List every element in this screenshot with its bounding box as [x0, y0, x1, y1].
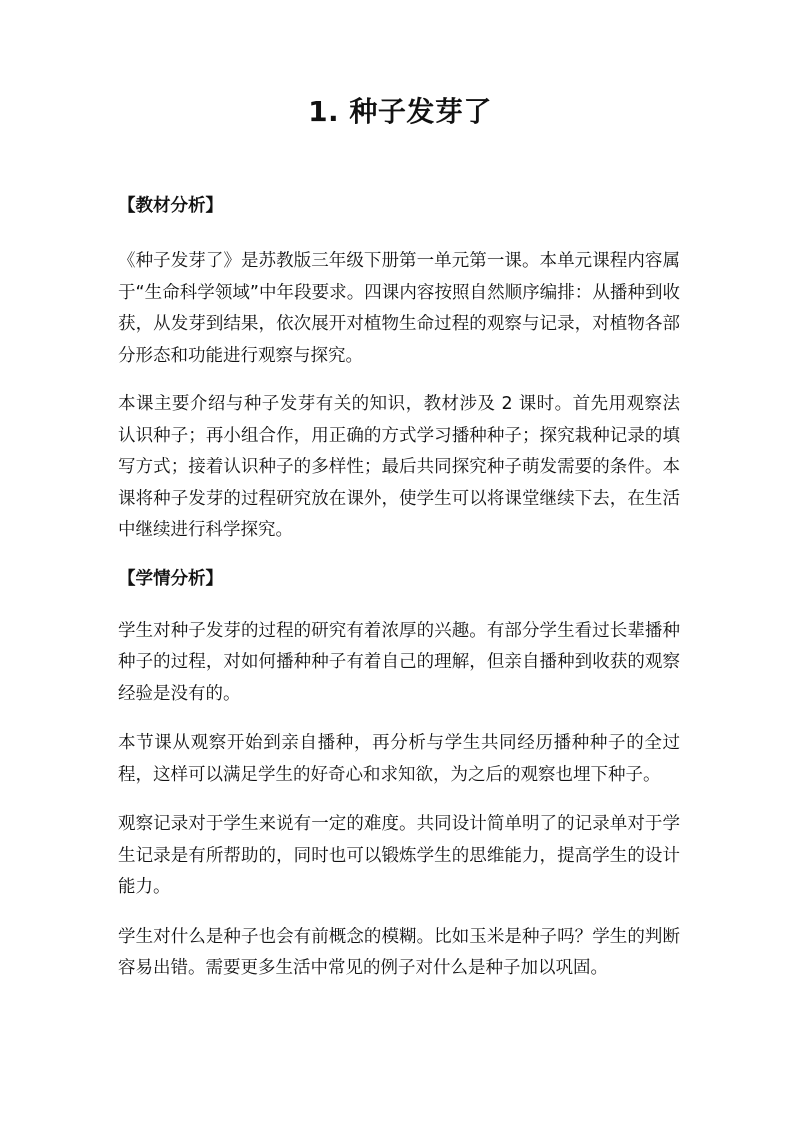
- section-heading-textbook-analysis: 【教材分析】: [118, 196, 223, 216]
- paragraph: 观察记录对于学生来说有一定的难度。共同设计简单明了的记录单对于学生记录是有所帮助的，同时也可以锻炼学生的思维能力，提高学生的设计能力。: [118, 814, 680, 897]
- paragraph: 学生对什么是种子也会有前概念的模糊。比如玉米是种子吗？学生的判断容易出错。需要更多生活中常见的例子对什么是种子加以巩固。: [118, 926, 680, 978]
- section-heading-student-analysis: 【学情分析】: [118, 568, 223, 589]
- document-title: 1. 种子发芽了: [308, 95, 492, 128]
- paragraph: 学生对种子发芽的过程的研究有着浓厚的兴趣。有部分学生看过长辈播种种子的过程，对如何播种种子有着自己的理解，但亲自播种到收获的观察经验是没有的。: [118, 620, 680, 704]
- section-textbook-analysis: [118, 192, 680, 547]
- paragraph: 本课主要介绍与种子发芽有关的知识，教材涉及 2 课时。首先用观察法认识种子；再小组合作，用正确的方式学习播种种子；探究栽种记录的填写方式；接着认识种子的多样性；最后共同探究种子萌发需要的条件。本课将种子发芽的过程研究放在课外，使学生可以将课堂继续下去，在生活中继续进行科学探究。: [118, 394, 680, 540]
- paragraph: 本节课从观察开始到亲自播种，再分析与学生共同经历播种种子的全过程，这样可以满足学生的好奇心和求知欲，为之后的观察也埋下种子。: [118, 733, 680, 785]
- section-student-analysis: [118, 565, 680, 985]
- paragraph: 《种子发芽了》是苏教版三年级下册第一单元第一课。本单元课程内容属于“生命科学领域”中年段要求。四课内容按照自然顺序编排：从播种到收获，从发芽到结果，依次展开对植物生命过程的观察与记录，对植物各部分形态和功能进行观察与探究。: [118, 251, 680, 366]
